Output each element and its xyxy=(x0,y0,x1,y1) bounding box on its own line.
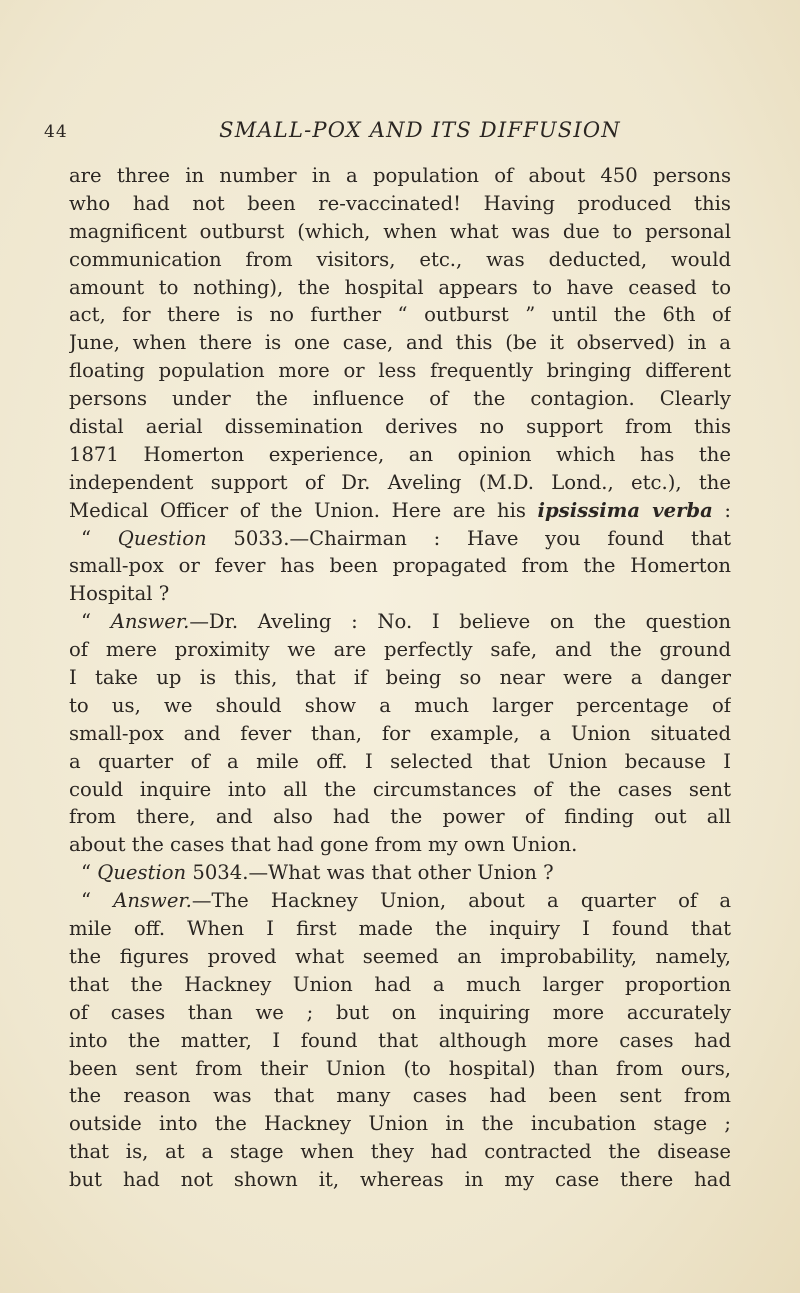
answer-label: Answer. xyxy=(110,610,190,634)
text-line: amount to nothing), the hospital appears to have ceased to xyxy=(69,275,731,299)
text-segment: 5034.—What was that other Union ? xyxy=(186,861,554,885)
text-line: small-pox and fever than, for example, a Union situated xyxy=(69,721,731,745)
text-line: who had not been re-vaccinated! Having produced this xyxy=(69,191,731,215)
page-header xyxy=(40,118,740,148)
text-segment: 5033.—Chairman : Have you found that xyxy=(206,526,731,550)
text-line: about the cases that had gone from my own Union. xyxy=(69,833,578,857)
text-line: from there, and also had the power of finding out all xyxy=(69,805,731,829)
text-line: the reason was that many cases had been sent from xyxy=(69,1084,731,1108)
text-segment: —Dr. Aveling : No. I believe on the question xyxy=(189,610,731,634)
text-line: distal aerial dissemination derives no support from this xyxy=(69,415,731,439)
text-line: could inquire into all the circumstances of the cases sent xyxy=(69,777,731,801)
text-line: the figures proved what seemed an improbability, namely, xyxy=(69,944,731,968)
text-line: persons under the influence of the contagion. Clearly xyxy=(69,387,731,411)
text-segment: —The Hackney Union, about a quarter of a xyxy=(191,889,731,913)
text-line: independent support of Dr. Aveling (M.D. Lond., etc.), the xyxy=(69,470,731,494)
text-line: I take up is this, that if being so near were a danger xyxy=(69,666,731,690)
text-segment: : xyxy=(712,498,731,522)
text-line: small-pox or fever has been propagated from the Homerton xyxy=(69,554,731,578)
question-label: Question xyxy=(117,526,207,550)
answer-5033-line xyxy=(69,608,731,636)
text-line: been sent from their Union (to hospital) than from ours, xyxy=(69,1056,731,1080)
text-line: 1871 Homerton experience, an opinion which has the xyxy=(69,442,731,466)
running-title: SMALL-POX AND ITS DIFFUSION xyxy=(219,118,621,142)
text-line: that is, at a stage when they had contracted the disease xyxy=(69,1140,731,1164)
text-line: that the Hackney Union had a much larger proportion xyxy=(69,972,731,996)
text-line: communication from visitors, etc., was deducted, would xyxy=(69,247,731,271)
text-line-ipsissima xyxy=(69,497,731,525)
text-line: into the matter, I found that although more cases had xyxy=(69,1028,731,1052)
text-line: are three in number in a population of about 450 persons xyxy=(69,164,731,187)
question-5034-line xyxy=(69,859,731,887)
answer-label: Answer. xyxy=(113,889,192,913)
open-quote: “ xyxy=(81,889,114,913)
ipsissima-verba: ipsissima verba xyxy=(537,498,713,522)
text-segment: Medical Officer of the Union. Here are his xyxy=(69,498,538,522)
open-quote: “ xyxy=(81,861,98,885)
question-label: Question xyxy=(97,861,187,885)
text-line: floating population more or less frequently bringing different xyxy=(69,359,731,383)
text-line: mile off. When I first made the inquiry I found that xyxy=(69,917,731,941)
text-line: magnificent outburst (which, when what was due to personal xyxy=(69,219,731,243)
text-line: of mere proximity we are perfectly safe, and the ground xyxy=(69,638,731,662)
text-line: but had not shown it, whereas in my case there had xyxy=(69,1168,731,1192)
text-line: outside into the Hackney Union in the incubation stage ; xyxy=(69,1112,731,1136)
text-line: of cases than we ; but on inquiring more accurately xyxy=(69,1000,731,1024)
text-line: a quarter of a mile off. I selected that Union because I xyxy=(69,749,731,773)
open-quote: “ xyxy=(81,526,118,550)
text-line: act, for there is no further “ outburst ” until the 6th of xyxy=(69,303,731,327)
body-text xyxy=(69,162,731,1194)
answer-5034-line xyxy=(69,887,731,915)
question-5033-line xyxy=(69,525,731,553)
text-line: June, when there is one case, and this (be it observed) in a xyxy=(69,331,731,355)
text-line: Hospital ? xyxy=(69,582,170,606)
text-line: to us, we should show a much larger percentage of xyxy=(69,693,731,717)
open-quote: “ xyxy=(81,610,111,634)
page-number: 44 xyxy=(44,122,68,142)
